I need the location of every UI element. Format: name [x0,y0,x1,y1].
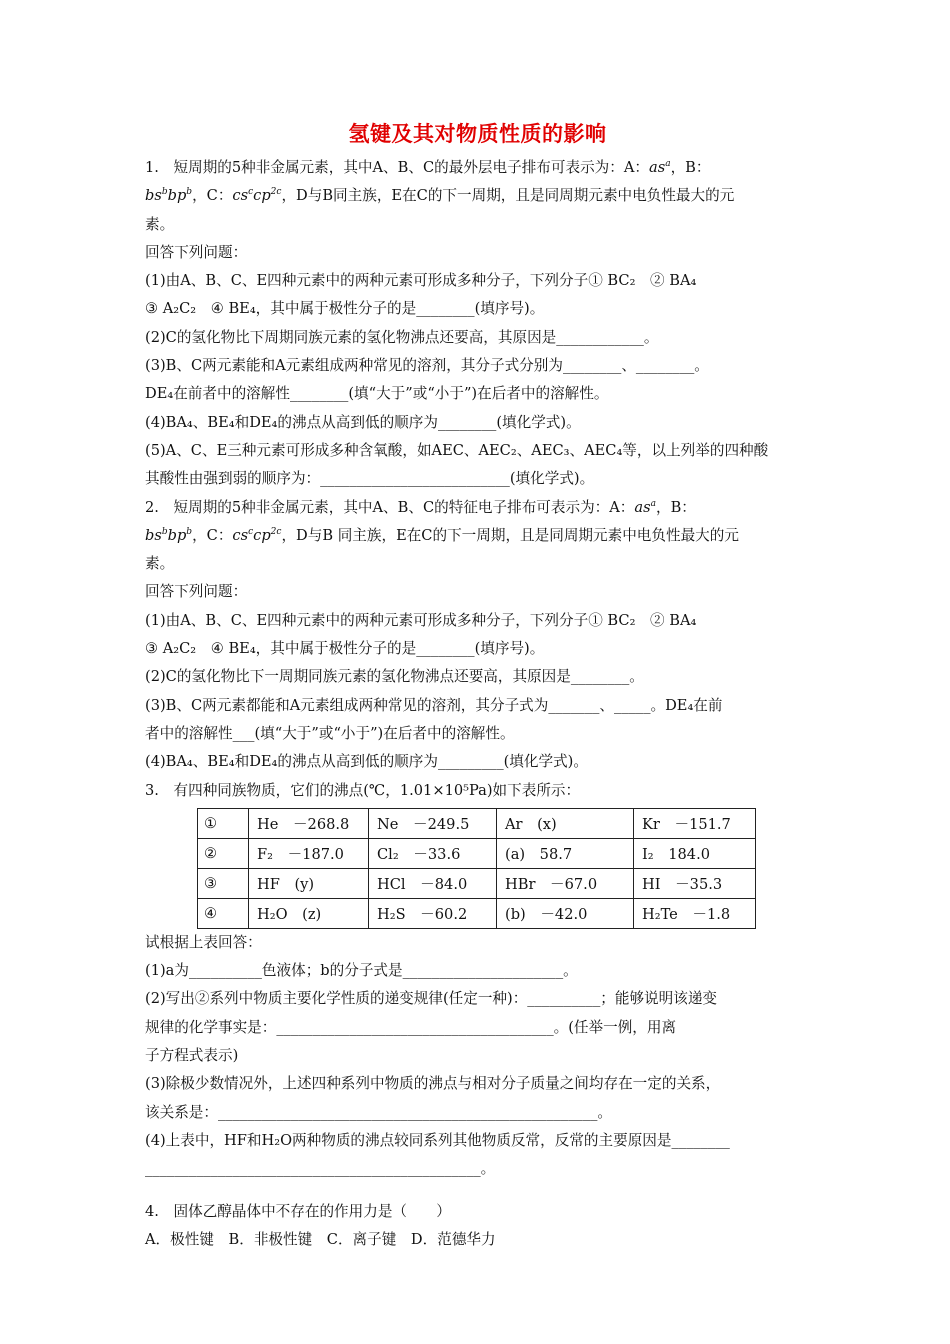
text: cs [232,526,249,544]
table-row-index: ③ [198,868,249,898]
q2-line-1 [145,494,810,522]
text: ，D与B同主族，E在C的下一周期，且是同周期元素中电负性最大的元 [281,187,735,205]
table-cell: H₂Te －1.8 [634,898,756,928]
boiling-point-table [197,808,756,929]
superscript: b [186,187,193,198]
table-row [198,808,756,838]
table-cell: He －268.8 [249,808,369,838]
q1-line-3: 素。 [145,215,175,233]
q1-line-7: (2)C的氢化物比下周期同族元素的氢化物沸点还要高，其原因是____________。 [145,328,659,346]
q1-line-12: 其酸性由强到弱的顺序为：__________________________(填化学式)。 [145,470,595,488]
superscript: b [161,187,168,198]
q1-line-6: ③ A₂C₂ ④ BE₄，其中属于极性分子的是________(填序号)。 [145,300,545,318]
table-cell: HF (y) [249,868,369,898]
table-row-index: ④ [198,898,249,928]
table-cell: HI －35.3 [634,868,756,898]
q1-line-4: 回答下列问题： [145,243,248,261]
text: 2. 短周期的5种非金属元素，其中A、B、C的特征电子排布可表示为：A： [145,498,635,516]
q2-line-9: 者中的溶解性___(填“大于”或“小于”)在后者中的溶解性。 [145,724,515,742]
table-cell: HBr －67.0 [497,868,634,898]
table-cell: H₂O (z) [249,898,369,928]
table-cell: I₂ 184.0 [634,838,756,868]
table-cell: (b) －42.0 [497,898,634,928]
table-cell: H₂S －60.2 [369,898,497,928]
superscript: c [248,527,254,537]
text: ，B： [655,498,696,516]
table-row-index: ① [198,808,249,838]
text: bp [167,187,187,205]
q1-line-9: DE₄在前者中的溶解性________(填“大于”或“小于”)在后者中的溶解性。 [145,385,609,403]
q1-line-1 [145,154,810,182]
superscript: 2c [270,187,282,198]
q3-line-4: 规律的化学事实是：______________________________________。(任举一例，用离 [145,1018,677,1036]
text: 1. 短周期的5种非金属元素，其中A、B、C的最外层电子排布可表示为：A： [145,159,649,176]
question-2 [145,494,810,777]
q2-line-6: ③ A₂C₂ ④ BE₄，其中属于极性分子的是________(填序号)。 [145,640,545,658]
text: ，B： [670,159,711,176]
superscript: 2c [270,527,282,537]
q3-line-3: (2)写出②系列中物质主要化学性质的递变规律(任定一种)：__________；能够说明该递变 [145,990,718,1008]
q2-line-7: (2)C的氢化物比下一周期同族元素的氢化物沸点还要高，其原因是________。 [145,668,644,686]
question-4 [145,1198,810,1255]
q2-line-8: (3)B、C两元素都能和A元素组成两种常见的溶剂，其分子式为_______、_____。DE₄在前 [145,696,723,714]
q3-line-2: (1)a为__________色液体；b的分子式是______________________。 [145,962,578,980]
q3-line-8: (4)上表中，HF和H₂O两种物质的沸点较同系列其他物质反常，反常的主要原因是________ [145,1131,730,1149]
q2-line-5: (1)由A、B、C、E四种元素中的两种元素可形成多种分子，下列分子① BC₂ ② BA₄ [145,611,697,629]
q3-line-5: 子方程式表示) [145,1047,239,1065]
superscript: a [650,498,656,509]
table-row-index: ② [198,838,249,868]
text: ，C： [192,187,233,205]
table-cell: (a) 58.7 [497,838,634,868]
q4-stem: 4. 固体乙醇晶体中不存在的作用力是（ ） [145,1202,451,1220]
text: ，C： [192,526,233,544]
q1-line-11: (5)A、C、E三种元素可形成多种含氧酸，如AEC、AEC₂、AEC₃、AEC₄等，以上列举的四种酸 [145,441,769,459]
superscript: b [161,527,168,537]
page-title: 氢键及其对物质性质的影响 [348,122,607,146]
q1-line-8: (3)B、C两元素能和A元素组成两种常见的溶剂，其分子式分别为________、________。 [145,357,709,375]
text: bs [145,526,162,544]
text: cs [232,187,249,205]
table-cell: Cl₂ －33.6 [369,838,497,868]
question-3 [145,777,810,1184]
q3-line-1: 试根据上表回答： [145,933,262,951]
text: bs [145,187,162,205]
q2-line-3: 素。 [145,555,175,573]
q3-line-6: (3)除极少数情况外，上述四种系列中物质的沸点与相对分子质量之间均存在一定的关系， [145,1075,721,1093]
q4-options: A．极性键 B．非极性键 C．离子键 D．范德华力 [145,1230,496,1248]
superscript: b [186,527,193,537]
document-page [145,118,810,1254]
q3-line-7: 该关系是：____________________________________________________。 [145,1103,613,1121]
q3-line-9: ______________________________________________。 [145,1160,496,1178]
q2-line-2 [145,522,810,550]
table-cell: Ne －249.5 [369,808,497,838]
text: cp [253,187,271,205]
question-1 [145,154,810,494]
text: as [634,498,651,516]
table-row [198,868,756,898]
table-cell: F₂ －187.0 [249,838,369,868]
superscript: a [665,159,671,170]
text: cp [253,526,271,544]
table-cell: Kr －151.7 [634,808,756,838]
q2-line-10: (4)BA₄、BE₄和DE₄的沸点从高到低的顺序为_________(填化学式)。 [145,753,588,771]
q1-line-5: (1)由A、B、C、E四种元素中的两种元素可形成多种分子，下列分子① BC₂ ② BA₄ [145,272,697,290]
table-cell: Ar (x) [497,808,634,838]
table-cell: HCl －84.0 [369,868,497,898]
q1-line-2 [145,182,810,210]
q3-intro: 3. 有四种同族物质，它们的沸点(℃，1.01×10⁵Pa)如下表所示： [145,781,581,799]
text: bp [167,526,187,544]
q2-line-4: 回答下列问题： [145,583,248,601]
table-row [198,838,756,868]
text: ，D与B 同主族，E在C的下一周期，且是同周期元素中电负性最大的元 [281,526,739,544]
superscript: c [248,187,254,198]
text: as [649,159,666,176]
q1-line-10: (4)BA₄、BE₄和DE₄的沸点从高到低的顺序为________(填化学式)。 [145,413,581,431]
table-row [198,898,756,928]
